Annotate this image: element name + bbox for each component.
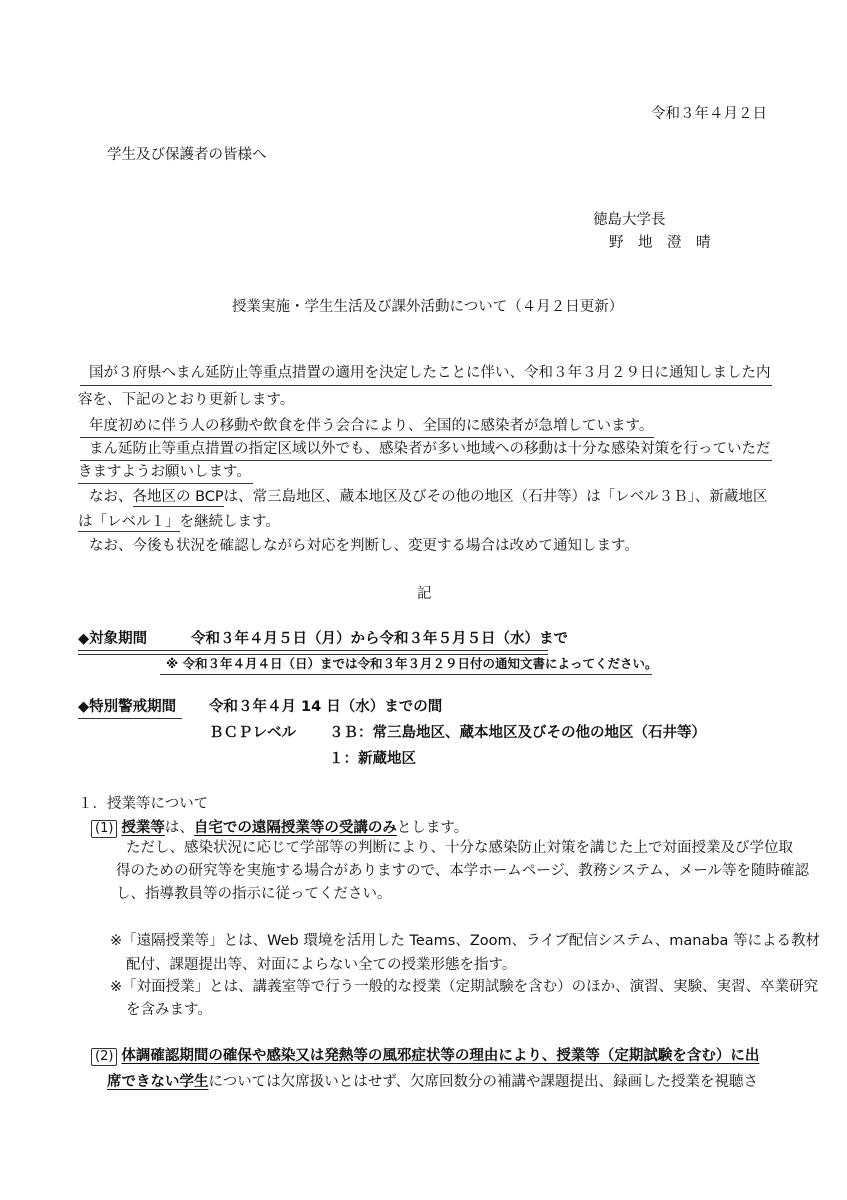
item1-bold-b: 自宅での遠隔授業等の受講のみ	[193, 820, 397, 836]
intro-p1-line2: 容を、下記のとおり更新します。	[78, 392, 295, 408]
item2-line1	[91, 1048, 759, 1066]
intro-p3-line2: きますようお願いします。	[78, 464, 251, 480]
intro-p4-line1	[89, 489, 767, 506]
item1-line1	[91, 820, 468, 838]
item2-number: (2)	[91, 1048, 117, 1066]
intro-p3-line2-underline	[78, 483, 253, 484]
period-note: ※ 令和３年４月４日（日）までは令和３年３月２９日付の通知文書によってください。	[166, 656, 658, 671]
item2-line2	[107, 1074, 758, 1091]
document-date: 令和３年４月２日	[651, 106, 767, 122]
special-label: ◆特別警戒期間	[78, 699, 177, 715]
intro-p2: 年度初めに伴う人の移動や飲食を伴う会合により、全国的に感染者が急増しています。	[89, 418, 654, 434]
intro-p4-text-c: は、常三島地区、蔵本地区及びその他の地区（石井等）は「レベル３Ｂ」、新蔵地区	[223, 489, 768, 505]
intro-p1-line1: 国が３府県へまん延防止等重点措置の適用を決定したことに伴い、令和３年３月２９日に通知しました内	[89, 365, 771, 381]
sender-title: 徳島大学長	[593, 212, 666, 228]
intro-p1-underline	[80, 385, 772, 386]
item1-note1-line2: 配付、課題提出等、対面によらない全ての授業形態を指す。	[126, 957, 517, 973]
item1-note2-line1: ※「対面授業」とは、講義室等で行う一般的な授業（定期試験を含む）のほか、演習、実験、実習、卒業研究	[110, 979, 819, 995]
section1-heading: １．授業等について	[78, 796, 209, 812]
ki-mark: 記	[417, 586, 432, 602]
item1-note2-line2: を含みます。	[126, 1002, 212, 1018]
intro-p3-underline	[80, 460, 772, 461]
period-value: 令和３年４月５日（月）から令和３年５月５日（水）まで	[191, 631, 568, 647]
period-note-underline	[160, 674, 652, 675]
intro-p3-line1: まん延防止等重点措置の指定区域以外でも、感染者が多い地域への移動は十分な感染対策を行っていただ	[89, 441, 771, 457]
item2-plain-line2: については欠席扱いとはせず、欠席回数分の補講や課題提出、録画した授業を視聴さ	[208, 1074, 759, 1090]
intro-p4-level1: は「レベル１」	[78, 514, 180, 530]
item1-line2: ただし、感染状況に応じて学部等の判断により、十分な感染防止対策を講じた上で対面授業及び学位取	[126, 840, 793, 856]
intro-p5: なお、今後も状況を確認しながら対応を判断し、変更する場合は改めて通知します。	[89, 538, 639, 554]
item1-line4: し、指導教員等の指示に従ってください。	[116, 886, 392, 902]
item1-bold-a: 授業等	[121, 820, 165, 836]
bcp-level-3b: ３Ｂ：常三島地区、蔵本地区及びその他の地区（石井等）	[329, 725, 706, 741]
sender-name: 野 地 澄 晴	[609, 235, 711, 251]
bcp-level-label: ＢＣＰレベル	[209, 725, 296, 741]
item2-bold-line1: 体調確認期間の確保や感染又は発熱等の風邪症状等の理由により、授業等（定期試験を含む）に出	[121, 1048, 760, 1064]
special-label-underline	[78, 718, 182, 719]
document-title: 授業実施・学生生活及び課外活動について（４月２日更新）	[232, 299, 624, 315]
item1-number: (1)	[91, 820, 117, 838]
intro-p4-continue: を継続します。	[179, 514, 280, 530]
item1-plain-b: とします。	[396, 820, 469, 836]
intro-p4-bcp: 各地区の BCP	[132, 489, 224, 505]
intro-p4-text-a: なお、	[89, 489, 133, 505]
intro-p4-line2	[78, 514, 280, 531]
item1-plain-a: は、	[164, 820, 194, 836]
intro-p2-underline	[80, 437, 654, 438]
recipient: 学生及び保護者の皆様へ	[107, 147, 267, 163]
bcp-level-1: １：新蔵地区	[329, 751, 416, 767]
item1-note1-line1: ※「遠隔授業等」とは、Web 環境を活用した Teams、Zoom、ライブ配信システム、manaba 等による教材	[110, 933, 821, 949]
period-double-underline	[78, 650, 548, 655]
period-label: ◆対象期間	[78, 631, 148, 647]
item2-bold-line2: 席できない学生	[107, 1074, 209, 1090]
item1-line3: 得のための研究等を実施する場合がありますので、本学ホームページ、教務システム、メール等を随時確認	[116, 863, 809, 879]
special-value: 令和３年４月 14 日（水）までの間	[209, 699, 443, 715]
